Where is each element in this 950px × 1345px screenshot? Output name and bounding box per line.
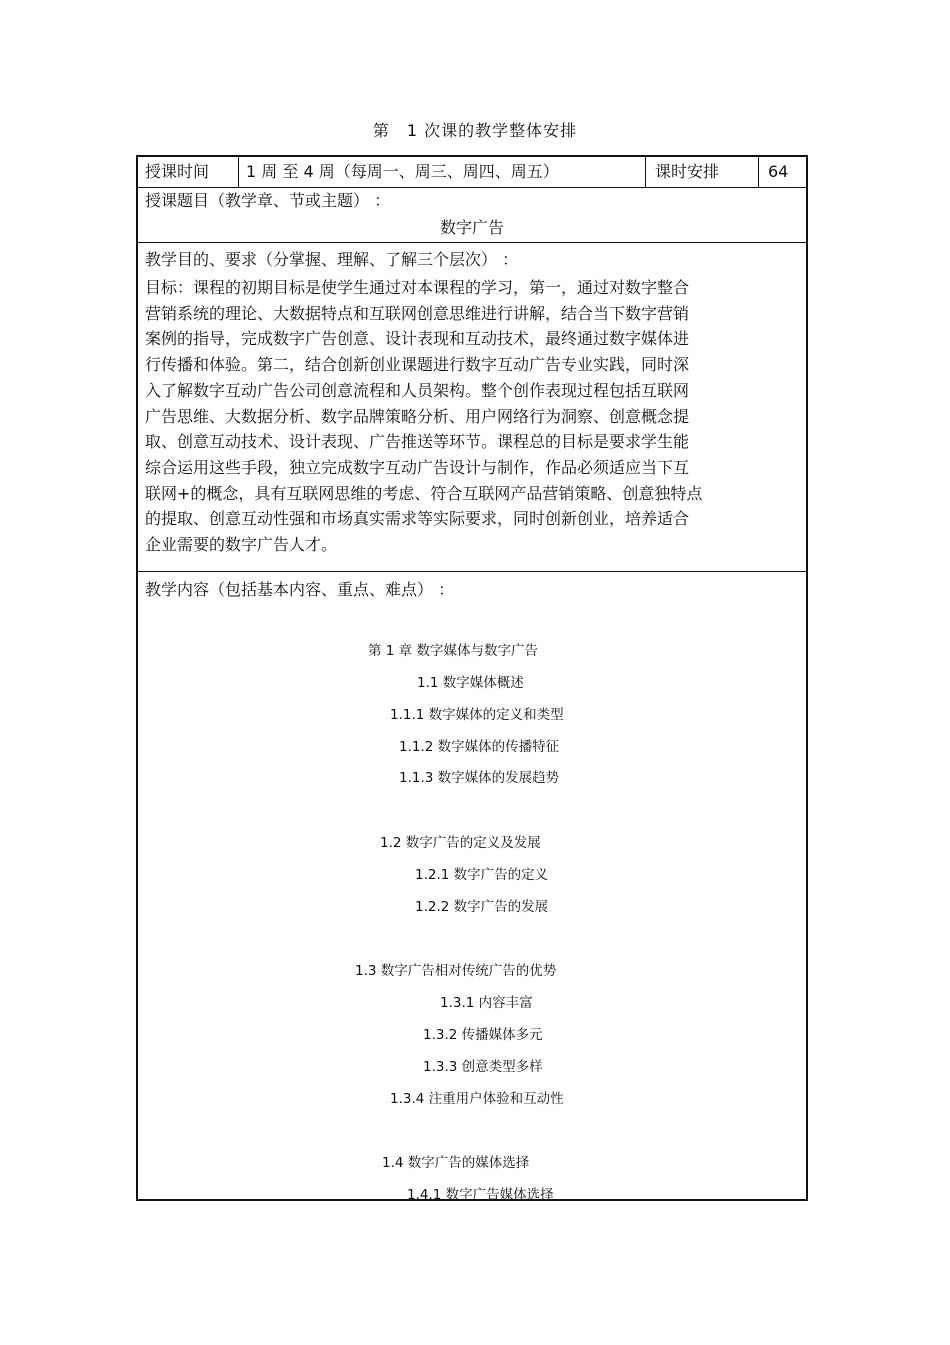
hours-value: 64 (768, 162, 789, 181)
toc-subsection: 1.3.1 内容丰富 (440, 995, 533, 1011)
content-label: 教学内容（包括基本内容、重点、难点） ： (145, 580, 455, 599)
toc-subsection: 1.2.2 数字广告的发展 (415, 899, 549, 915)
objectives-line: 案例的指导，完成数字广告创意、设计表现和互动技术，最终通过数字媒体进 (145, 329, 690, 349)
objectives-text (145, 275, 775, 558)
objectives-line: 综合运用这些手段，独立完成数字互动广告设计与制作，作品必须适应当下互 (145, 457, 690, 477)
topic-row (138, 188, 806, 243)
toc-section: 1.1 数字媒体概述 (417, 675, 524, 691)
objectives-line: 的提取、创意互动性强和市场真实需求等实际要求，同时创新创业，培养适合 (145, 509, 690, 529)
toc-subsection: 1.1.1 数字媒体的定义和类型 (390, 707, 564, 723)
toc-subsection: 1.3.3 创意类型多样 (423, 1059, 543, 1075)
toc-subsection: 1.3.2 传播媒体多元 (423, 1027, 543, 1043)
toc-section: 1.3 数字广告相对传统广告的优势 (355, 963, 557, 979)
toc-chapter: 第 1 章 数字媒体与数字广告 (368, 643, 538, 659)
objectives-label: 教学目的、要求（分掌握、理解、了解三个层次） ： (145, 250, 519, 269)
objectives-line: 取、创意互动技术、设计表现、广告推送等环节。课程总的目标是要求学生能 (145, 432, 690, 452)
objectives-line: 入了解数字互动广告公司创意流程和人员架构。整个创作表现过程包括互联网 (145, 380, 690, 400)
time-label: 授课时间 (145, 162, 210, 181)
toc-subsection: 1.2.1 数字广告的定义 (415, 867, 549, 883)
toc-subsection: 1.1.3 数字媒体的发展趋势 (399, 770, 560, 786)
cell-divider (758, 157, 759, 187)
objectives-line: 广告思维、大数据分析、数字品牌策略分析、用户网络行为洞察、创意概念提 (145, 406, 690, 426)
time-value: 1 周 至 4 周（每周一、周三、周四、周五） (246, 162, 559, 181)
objectives-line: 营销系统的理论、大数据特点和互联网创意思维进行讲解，结合当下数字营销 (145, 303, 690, 323)
topic-label: 授课题目（教学章、节或主题） ： (145, 191, 391, 210)
hours-label: 课时安排 (655, 162, 720, 181)
page-title: 第 1 次课的教学整体安排 (372, 121, 578, 140)
lesson-table (136, 155, 808, 1201)
toc-section: 1.4 数字广告的媒体选择 (382, 1155, 530, 1171)
objectives-line: 目标：课程的初期目标是使学生通过对本课程的学习，第一，通过对数字整合 (145, 278, 690, 297)
cell-divider (238, 157, 239, 187)
toc-section: 1.2 数字广告的定义及发展 (380, 835, 541, 851)
schedule-row (138, 157, 806, 188)
topic-value: 数字广告 (439, 218, 504, 237)
objectives-row (138, 243, 806, 572)
toc-subsection: 1.4.1 数字广告媒体选择 (407, 1187, 554, 1203)
objectives-line: 行传播和体验。第二，结合创新创业课题进行数字互动广告专业实践，同时深 (145, 355, 690, 375)
cell-divider (645, 157, 646, 187)
toc-subsection: 1.1.2 数字媒体的传播特征 (399, 739, 560, 755)
toc-subsection: 1.3.4 注重用户体验和互动性 (390, 1091, 564, 1107)
objectives-line: 企业需要的数字广告人才。 (145, 535, 338, 555)
objectives-line: 联网+的概念，具有互联网思维的考虑、符合互联网产品营销策略、创意独特点 (145, 483, 703, 503)
